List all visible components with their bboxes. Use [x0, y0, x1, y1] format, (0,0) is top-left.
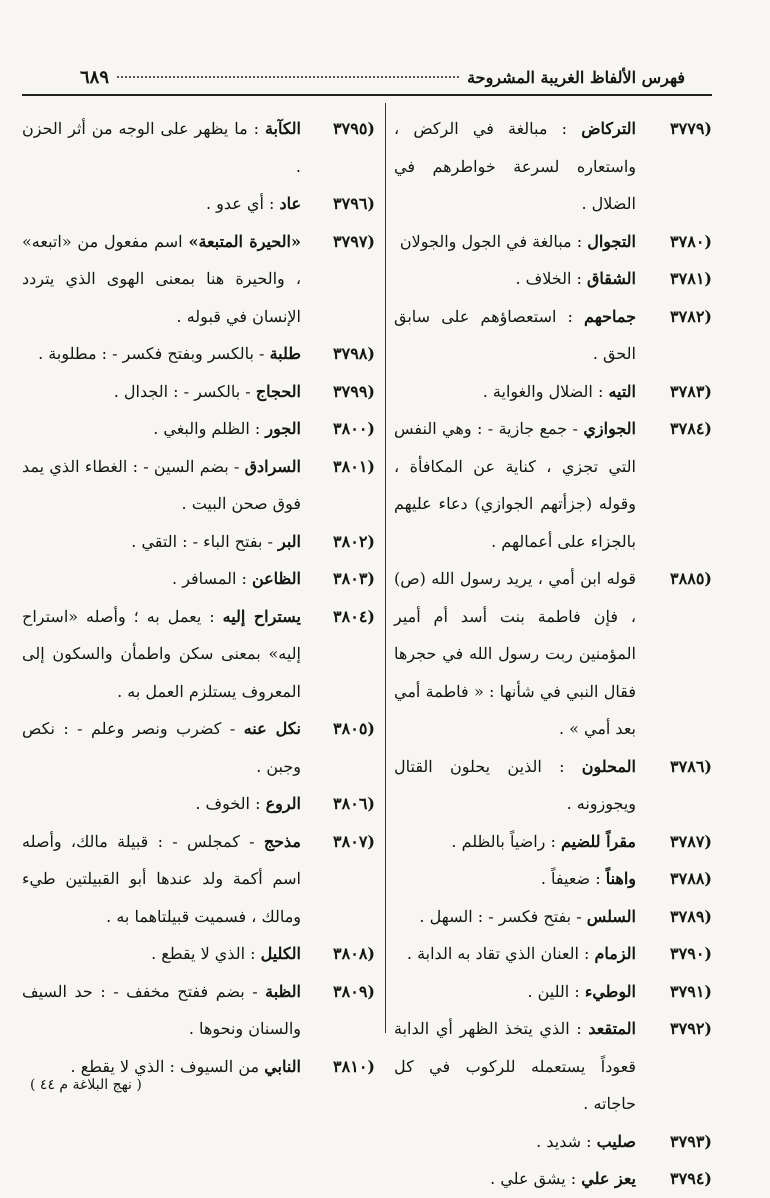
- glossary-entry: [22, 185, 375, 223]
- entry-definition: : الذي لا يقطع .: [151, 944, 256, 963]
- glossary-entry: [394, 373, 712, 411]
- entry-content: [22, 110, 301, 185]
- glossary-entry: [22, 598, 375, 711]
- entry-term: الجور: [265, 419, 301, 438]
- page-header: [80, 64, 685, 90]
- entry-number: (٣٧٨١: [670, 269, 712, 288]
- entry-definition: : الخوف .: [195, 794, 261, 813]
- entry-content: [22, 598, 301, 711]
- page-number: ٦٨٩: [80, 66, 110, 88]
- glossary-entry: [394, 973, 712, 1011]
- entry-number: (٣٧٨٠: [670, 231, 712, 251]
- entry-definition: : الضلال والغواية .: [482, 381, 604, 401]
- entry-content: [394, 298, 636, 373]
- entry-term: طلبة: [269, 344, 301, 363]
- entry-definition: : الذين يحلون القتال ويجوزونه .: [394, 756, 636, 813]
- entry-term: التجوال: [587, 231, 636, 251]
- entry-term: الزمام: [594, 944, 636, 963]
- entry-term: جماحهم: [584, 306, 636, 326]
- header-dot-leader: [117, 76, 459, 78]
- entry-definition: - بضم ففتح مخفف - : حد السيف والسنان ونحوها .: [22, 981, 301, 1038]
- glossary-entry: [394, 1123, 712, 1161]
- glossary-entry: [22, 710, 375, 785]
- entry-number: (٣٨٠٢: [333, 531, 375, 551]
- entry-term: الشقاق: [587, 269, 636, 288]
- entry-content: [394, 898, 636, 936]
- glossary-entry: [22, 935, 375, 973]
- glossary-entry: [394, 110, 712, 223]
- entry-number: (٣٨٠٠: [333, 419, 375, 438]
- glossary-entry: [394, 935, 712, 973]
- entry-definition: : راضياً بالظلم .: [451, 831, 556, 851]
- glossary-entry: [22, 110, 375, 185]
- entry-definition: - بالكسر وبفتح فكسر - : مطلوبة .: [38, 344, 265, 363]
- entry-definition: - بفتح فكسر - : السهل .: [419, 906, 582, 926]
- entry-term: يستراح إليه: [222, 606, 301, 626]
- entry-content: [22, 335, 301, 373]
- entry-definition: : الظلم والبغي .: [153, 419, 261, 438]
- entry-content: [22, 935, 301, 973]
- entry-number: (٣٨٠٩: [333, 981, 375, 1001]
- entry-term: مذحج: [263, 831, 301, 851]
- entry-content: [22, 373, 301, 411]
- entry-content: [394, 1010, 636, 1123]
- glossary-entry: [22, 823, 375, 936]
- entry-number: (٣٨٠٧: [333, 831, 375, 851]
- glossary-entry: [22, 335, 375, 373]
- entry-content: [394, 560, 636, 748]
- entry-definition: قوله ابن أمي ، يريد رسول الله (ص) ، فإن فاطمة بنت أسد أم أمير المؤمنين ربت رسول الله في حجرها فقال النبي في شأنها : « فاطمة أمي بعد أمي » .: [394, 569, 636, 738]
- entry-definition: - بالكسر - : الجدال .: [113, 381, 251, 401]
- entry-term: واهناً: [605, 869, 636, 888]
- glossary-entry: [394, 1010, 712, 1123]
- entry-number: (٣٧٩٠: [670, 944, 712, 963]
- entry-content: [394, 410, 636, 560]
- entry-definition: : يشق علي .: [490, 1169, 577, 1188]
- entry-number: (٣٧٨٨: [670, 869, 712, 888]
- entry-number: (٣٨٠٨: [333, 944, 375, 963]
- glossary-entry: [394, 260, 712, 298]
- glossary-entry: [22, 523, 375, 561]
- entry-content: [22, 410, 301, 448]
- entry-number: (٣٧٩٩: [333, 381, 375, 401]
- entry-definition: - كضرب ونصر وعلم - : نكص وجبن .: [22, 719, 301, 776]
- entry-definition: : ضعيفاً .: [540, 869, 601, 888]
- glossary-entry: [22, 448, 375, 523]
- entry-content: [394, 260, 636, 298]
- entry-content: [22, 523, 301, 561]
- glossary-entry: [394, 823, 712, 861]
- entry-term: مقراً للضيم: [560, 831, 636, 851]
- glossary-entry: [22, 560, 375, 598]
- entry-content: [394, 823, 636, 861]
- entry-content: [22, 710, 301, 785]
- entry-number: (٣٨٠٣: [333, 569, 375, 588]
- entry-definition: : مبالغة في الجول والجولان: [399, 231, 583, 251]
- entry-content: [394, 110, 636, 223]
- header-rule: [22, 94, 712, 96]
- entry-definition: : الذي يتخذ الظهر أي الدابة قعوداً يستعمله للركوب في كل حاجاته .: [394, 1019, 636, 1113]
- entry-term: النابي: [264, 1056, 301, 1076]
- entry-term: الوطيء: [584, 981, 636, 1001]
- entry-number: (٣٧٨٧: [670, 831, 712, 851]
- entry-number: (٣٨٠١: [333, 456, 375, 476]
- entry-term: الجوازي: [583, 419, 636, 438]
- entry-content: [22, 223, 301, 336]
- entry-number: (٣٨٠٥: [333, 719, 375, 738]
- entry-number: (٣٨١٠: [333, 1056, 375, 1076]
- entry-term: عاد: [279, 194, 301, 213]
- entry-term: الظاعن: [251, 569, 301, 588]
- entry-definition: اسم مفعول من «اتبعه» ، والحيرة هنا بمعنى الهوى الذي يتردد الإنسان في قبوله .: [22, 231, 301, 326]
- entry-number: (٣٧٨٩: [670, 906, 712, 926]
- entry-term: الروع: [265, 794, 301, 813]
- entry-number: (٣٧٨٢: [670, 306, 712, 326]
- entry-content: [394, 373, 636, 411]
- entry-definition: : اللين .: [527, 981, 580, 1001]
- footer-signature: ( نهج البلاغة م ٤٤ ): [30, 1077, 142, 1093]
- entry-term: نكل عنه: [243, 719, 301, 738]
- entry-term: المحلون: [581, 756, 636, 776]
- entry-number: (٣٧٨٤: [670, 419, 712, 438]
- entry-definition: - كمجلس - : قبيلة مالك، وأصله اسم أكمة ولد عندها أبو القبيلتين طيء ومالك ، فسميت قبيلتاهما به .: [22, 831, 301, 926]
- entry-number: (٣٨٠٤: [333, 606, 375, 626]
- left-column: [22, 110, 375, 1085]
- entry-content: [394, 1160, 636, 1198]
- entry-term: السرادق: [244, 456, 301, 476]
- entry-term: المتقعد: [588, 1019, 636, 1038]
- entry-term: الظبة: [265, 981, 301, 1001]
- glossary-entry: [394, 748, 712, 823]
- entry-definition: : الخلاف .: [515, 269, 582, 288]
- entry-content: [394, 1123, 636, 1161]
- glossary-entry: [394, 410, 712, 560]
- entry-content: [394, 748, 636, 823]
- entry-number: (٣٧٩٤: [670, 1169, 712, 1188]
- entry-content: [394, 973, 636, 1011]
- glossary-entry: [22, 373, 375, 411]
- entry-number: (٣٧٨٣: [670, 381, 712, 401]
- entry-number: (٣٧٩٢: [670, 1019, 712, 1038]
- entry-number: (٣٧٩٥: [333, 119, 375, 138]
- entry-content: [22, 973, 301, 1048]
- entry-content: [22, 823, 301, 936]
- entry-content: [394, 223, 636, 261]
- entry-definition: : المسافر .: [172, 569, 247, 588]
- entry-number: (٣٧٩٦: [333, 194, 375, 213]
- entry-definition: : يعمل به ؛ وأصله «استراح إليه» بمعنى سكن واطمأن والسكون إلى المعروف يستلزم العمل به .: [22, 606, 301, 701]
- running-title: فهرس الألفاظ الغريبة المشروحة: [467, 67, 685, 87]
- entry-definition: : ما يظهر على الوجه من أثر الحزن .: [22, 119, 301, 176]
- entry-term: صليب: [596, 1131, 636, 1151]
- entry-definition: - بفتح الباء - : التقي .: [131, 531, 273, 551]
- entry-content: [394, 860, 636, 898]
- entry-number: (٣٧٩٣: [670, 1131, 712, 1151]
- entry-number: (٣٧٩٨: [333, 344, 375, 363]
- entry-number: (٣٨٨٥: [670, 569, 712, 588]
- entry-term: الكليل: [260, 944, 301, 963]
- glossary-entry: [394, 1160, 712, 1198]
- glossary-entry: [394, 223, 712, 261]
- entry-term: التيه: [608, 381, 636, 401]
- entry-definition: : شديد .: [536, 1131, 592, 1151]
- entry-content: [22, 785, 301, 823]
- entry-term: يعز علي: [581, 1169, 636, 1188]
- entry-number: (٣٧٨٦: [670, 756, 712, 776]
- entry-definition: - جمع جازية - : وهي النفس التي تجزي ، كناية عن المكافأة ، وقوله (جزأتهم الجوازي) دعاء عليهم بالجزاء على أعمالهم .: [394, 419, 636, 551]
- entry-term: الحجاج: [255, 381, 301, 401]
- entry-definition: : استعصاؤهم على سابق الحق .: [394, 306, 636, 363]
- glossary-entry: [22, 973, 375, 1048]
- entry-number: (٣٧٧٩: [670, 119, 712, 138]
- entry-content: [22, 185, 301, 223]
- entry-content: [394, 935, 636, 973]
- glossary-entry: [394, 898, 712, 936]
- entry-definition: - بضم السين - : الغطاء الذي يمد فوق صحن البيت .: [22, 456, 301, 513]
- glossary-entry: [394, 560, 712, 748]
- entry-number: (٣٨٠٦: [333, 794, 375, 813]
- entry-definition: من السيوف : الذي لا يقطع .: [70, 1056, 260, 1076]
- entry-term: السلس: [586, 906, 636, 926]
- column-divider: [385, 103, 386, 1033]
- entry-definition: : أي عدو .: [205, 194, 275, 213]
- glossary-entry: [394, 298, 712, 373]
- entry-definition: : العنان الذي تقاد به الدابة .: [406, 944, 590, 963]
- entry-term: «الحيرة المتبعة»: [188, 231, 301, 251]
- glossary-entry: [22, 410, 375, 448]
- entry-number: (٣٧٩٧: [333, 231, 375, 251]
- entry-content: [22, 448, 301, 523]
- entry-number: (٣٧٩١: [670, 981, 712, 1001]
- right-column: [394, 110, 712, 1198]
- entry-definition: : مبالغة في الركض ، واستعاره لسرعة خواطرهم في الضلال .: [394, 119, 636, 213]
- glossary-entry: [394, 860, 712, 898]
- entry-term: التركاض: [581, 119, 636, 138]
- entry-content: [22, 560, 301, 598]
- glossary-entry: [22, 223, 375, 336]
- entry-term: الكآبة: [264, 119, 301, 138]
- entry-term: البر: [278, 531, 301, 551]
- glossary-entry: [22, 785, 375, 823]
